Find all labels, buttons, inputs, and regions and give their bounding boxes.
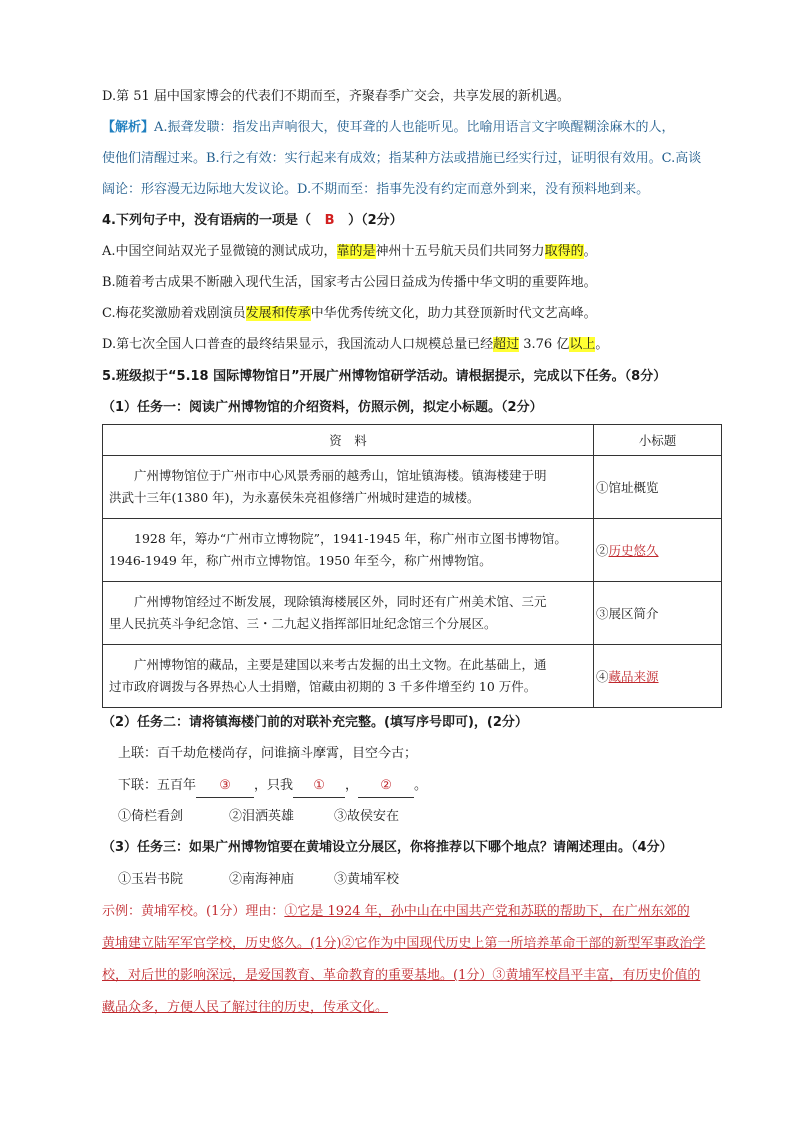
example-line-3: 校，对后世的影响深远，是爱国教育、革命教育的重要基地。(1分）③黄埔军校昌平丰富，有历史价值的	[102, 968, 701, 983]
q3-option-d: D.第 51 届中国家博会的代表们不期而至，齐聚春季广交会，共享发展的新机遇。	[102, 89, 570, 104]
header-material: 资 料	[103, 425, 594, 456]
analysis-text-1: A.振聋发聩：指发出声响很大，使耳聋的人也能听见。比喻用语言文字唤醒糊涂麻木的人，	[154, 120, 675, 135]
q4-a-mid: 神州十五号航天员们共同努力	[375, 244, 545, 259]
example-prefix: 示例：黄埔军校。(1分）理由：	[102, 904, 285, 919]
material-cell	[103, 519, 594, 582]
title-num: ④	[596, 669, 609, 684]
title-cell: ③展区简介	[594, 582, 722, 645]
q4-stem	[102, 210, 722, 232]
material-cell	[103, 456, 594, 519]
q4-c-pre: C.梅花奖激励着戏剧演员	[102, 306, 246, 321]
example-line-1	[102, 901, 722, 923]
q4-option-d	[102, 334, 722, 356]
table-row	[103, 582, 722, 645]
material-cell	[103, 645, 594, 708]
couplet-lower-sep: ，	[345, 778, 359, 793]
example-line-4: 藏品众多，方便人民了解过往的历史，传承文化。	[102, 1000, 389, 1015]
table-row	[103, 645, 722, 708]
q4-d-post: 。	[595, 337, 609, 352]
q4-a-highlight-1: 靠的是	[336, 244, 376, 259]
couplet-options	[118, 806, 738, 828]
couplet-option: ②泪洒英雄	[229, 809, 295, 824]
couplet-blank-1: ③	[196, 775, 254, 798]
q4-a-highlight-2: 取得的	[544, 244, 584, 259]
couplet-lower-mid: ，只我	[254, 778, 294, 793]
q4-a-pre: A.中国空间站双光子显微镜的测试成功，	[102, 244, 337, 259]
place-option: ③黄埔军校	[334, 872, 400, 887]
material-line: 广州博物馆的藏品，主要是建国以来考古发掘的出土文物。在此基础上，通	[109, 657, 547, 672]
place-options	[118, 869, 738, 891]
analysis-tag: 【解析】	[102, 120, 155, 135]
material-line: 里人民抗英斗争纪念馆、三・二九起义指挥部旧址纪念馆三个分展区。	[109, 616, 497, 631]
q5-task3: （3）任务三：如果广州博物馆要在黄埔设立分展区，你将推荐以下哪个地点？请阐述理由。（4分）	[102, 840, 673, 855]
q5-stem: 5.班级拟于“5.18 国际博物馆日”开展广州博物馆研学活动。请根据提示，完成以下任务。（8分）	[102, 369, 667, 384]
q4-d-mid: 3.76 亿	[519, 337, 570, 352]
couplet-option: ③故侯安在	[334, 809, 400, 824]
q4-option-b: B.随着考古成果不断融入现代生活，国家考古公园日益成为传播中华文明的重要阵地。	[102, 275, 597, 290]
couplet-lower-pre: 下联：五百年	[118, 778, 197, 793]
material-table	[102, 424, 722, 708]
q4-option-a	[102, 241, 722, 263]
material-line: 广州博物馆位于广州市中心风景秀丽的越秀山，馆址镇海楼。镇海楼建于明	[109, 468, 547, 483]
title-num: ②	[596, 543, 609, 558]
example-line-2: 黄埔建立陆军军官学校，历史悠久。(1分)②它作为中国现代历史上第一所培养革命干部的新型军事政治学	[102, 936, 706, 951]
couplet-upper: 上联：百千劫危楼尚存，问谁摘斗摩霄，目空今古；	[118, 746, 418, 761]
q4-c-post: 中华优秀传统文化，助力其登顶新时代文艺高峰。	[310, 306, 597, 321]
place-option: ②南海神庙	[229, 872, 295, 887]
q4-d-highlight-2: 以上	[569, 337, 596, 352]
q5-task1: （1）任务一：阅读广州博物馆的介绍资料，仿照示例，拟定小标题。（2分）	[102, 400, 543, 415]
title-answer: 历史悠久	[608, 543, 659, 558]
q5-task2: （2）任务二：请将镇海楼门前的对联补充完整。(填写序号即可)，(2分）	[102, 715, 528, 730]
q4-answer: B	[324, 213, 335, 228]
q4-d-pre: D.第七次全国人口普查的最终结果显示，我国流动人口规模总量已经	[102, 337, 494, 352]
q3-analysis-line-1	[102, 117, 722, 139]
couplet-option: ①倚栏看剑	[118, 809, 184, 824]
q4-c-highlight: 发展和传承	[245, 306, 311, 321]
place-option: ①玉岩书院	[118, 872, 184, 887]
q4-stem-post: ）（2分）	[348, 213, 403, 228]
material-line: 广州博物馆经过不断发展，现除镇海楼展区外，同时还有广州美术馆、三元	[109, 594, 547, 609]
example-text: ①它是 1924 年，孙中山在中国共产党和苏联的帮助下，在广州东郊的	[284, 904, 690, 919]
q4-stem-pre: 4.下列句子中，没有语病的一项是（	[102, 213, 311, 228]
couplet-blank-3: ②	[358, 775, 414, 798]
q4-option-c	[102, 303, 722, 325]
title-cell	[594, 645, 722, 708]
couplet-blank-2: ①	[293, 775, 345, 798]
q3-analysis-line-2: 使他们清醒过来。B.行之有效：实行起来有成效；指某种方法或措施已经实行过，证明很有效用。C.高谈	[102, 151, 702, 166]
table-header-row	[103, 425, 722, 456]
q4-d-highlight-1: 超过	[493, 337, 520, 352]
q4-a-post: 。	[583, 244, 597, 259]
material-line: 过市政府调拨与各界热心人士捐赠，馆藏由初期的 3 千多件增至约 10 万件。	[109, 679, 537, 694]
header-title: 小标题	[594, 425, 722, 456]
title-cell: ①馆址概览	[594, 456, 722, 519]
couplet-lower	[118, 775, 738, 798]
table-row	[103, 456, 722, 519]
title-answer: 藏品来源	[608, 669, 659, 684]
material-cell	[103, 582, 594, 645]
q3-analysis-line-3: 阔论：形容漫无边际地大发议论。D.不期而至：指事先没有约定而意外到来，没有预料地到来。	[102, 182, 650, 197]
material-line: 1946-1949 年，称广州市立博物馆。1950 年至今，称广州博物馆。	[109, 553, 492, 568]
table-row	[103, 519, 722, 582]
material-line: 洪武十三年(1380 年)，为永嘉侯朱亮祖修缮广州城时建造的城楼。	[109, 490, 480, 505]
title-cell	[594, 519, 722, 582]
material-line: 1928 年，筹办“广州市立博物院”，1941-1945 年，称广州市立图书博物馆。	[109, 531, 567, 546]
couplet-lower-end: 。	[414, 778, 428, 793]
